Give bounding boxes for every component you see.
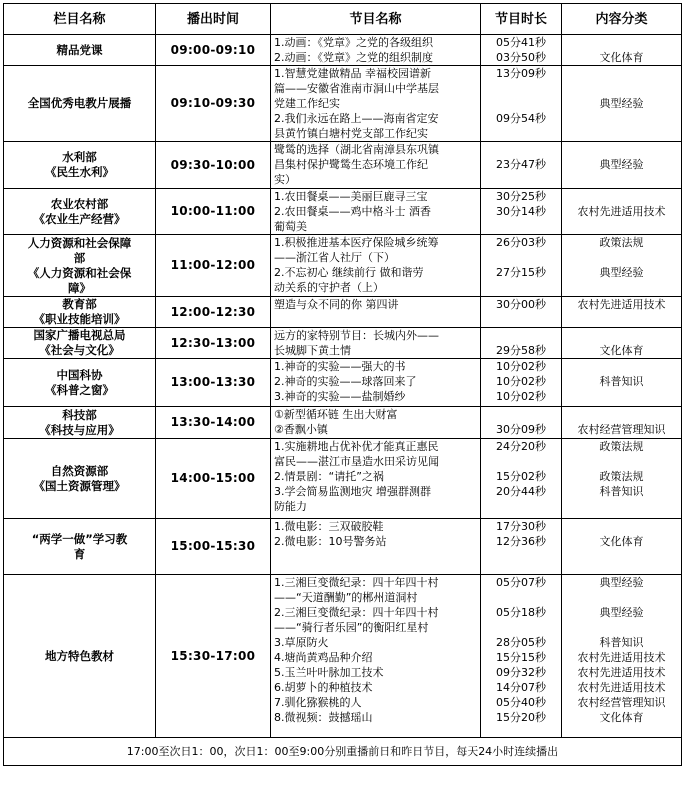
duration-cell	[481, 359, 562, 407]
duration-line: 28分05秒	[496, 636, 546, 649]
column-name: 《农业生产经营》	[33, 211, 126, 226]
program-cell	[271, 359, 481, 407]
category-line	[565, 499, 678, 514]
program-line: 2.情景剧：“请托”之祸	[274, 470, 384, 483]
program-line: ——浙江省人社厅（下）	[274, 251, 395, 264]
category-line	[565, 328, 678, 343]
category-cell	[562, 359, 682, 407]
category-line	[565, 172, 678, 187]
duration-line: 27分15秒	[496, 266, 546, 279]
air-time: 09:10-09:30	[156, 66, 271, 142]
header-program-name: 节目名称	[271, 4, 481, 35]
program-line: 1.实施耕地占优补优才能真正惠民	[274, 440, 439, 453]
program-cell	[271, 575, 481, 738]
air-time: 13:30-14:00	[156, 407, 271, 439]
category-line: 文化体育	[599, 711, 644, 724]
program-cell	[271, 235, 481, 297]
column-name-cell	[4, 142, 156, 189]
column-name: 全国优秀电教片展播	[27, 96, 132, 110]
duration-cell	[481, 407, 562, 439]
program-line: 党建工作纪实	[274, 97, 340, 110]
program-line: 5.玉兰叶叶脉加工技术	[274, 666, 384, 679]
category-line	[565, 81, 678, 96]
column-name-cell	[4, 35, 156, 66]
duration-line: 26分03秒	[496, 236, 546, 249]
program-line: 富民——湛江市垦造水田采访见闻	[274, 455, 439, 468]
category-line: 农村经营管理知识	[577, 423, 666, 436]
duration-cell	[481, 575, 562, 738]
category-line: 政策法规	[599, 440, 644, 453]
category-line: 文化体育	[599, 344, 644, 357]
column-name: 《科技与应用》	[39, 422, 120, 437]
duration-line	[484, 81, 558, 96]
column-name: 地方特色教材	[45, 648, 114, 663]
column-name-cell	[4, 359, 156, 407]
category-line	[565, 35, 678, 50]
category-line	[565, 66, 678, 81]
category-cell	[562, 297, 682, 328]
program-line: 1.动画：《党章》之党的各级组织	[274, 36, 433, 49]
duration-line: 15分20秒	[496, 711, 546, 724]
air-time: 15:30-17:00	[156, 575, 271, 738]
category-line: 政策法规	[599, 470, 644, 483]
duration-line: 10分02秒	[496, 390, 546, 403]
program-line: 实）	[274, 173, 296, 186]
duration-line	[484, 590, 558, 605]
program-line: 县黄竹镇白塘村党支部工作纪实	[274, 127, 428, 140]
table-row	[4, 519, 682, 575]
category-cell	[562, 142, 682, 189]
air-time: 12:30-13:00	[156, 328, 271, 359]
duration-line: 20分44秒	[496, 485, 546, 498]
program-cell	[271, 189, 481, 235]
program-line: 1.积极推进基本医疗保险城乡统筹	[274, 236, 439, 249]
category-line: 典型经验	[599, 606, 644, 619]
duration-cell	[481, 439, 562, 519]
duration-line: 05分41秒	[496, 36, 546, 49]
column-name: 《职业技能培训》	[33, 312, 126, 326]
table-row	[4, 66, 682, 142]
category-line	[565, 407, 678, 422]
column-name: 科技部	[62, 407, 97, 422]
program-line: 2.三湘巨变微纪录：四十年四十村	[274, 606, 439, 619]
program-line: 7.驯化猕猴桃的人	[274, 696, 362, 709]
duration-cell	[481, 235, 562, 297]
duration-line: 24分20秒	[496, 440, 546, 453]
program-line: 1.三湘巨变微纪录：四十年四十村	[274, 576, 439, 589]
air-time: 09:00-09:10	[156, 35, 271, 66]
table-row	[4, 359, 682, 407]
header-air-time: 播出时间	[156, 4, 271, 35]
column-name-cell	[4, 235, 156, 297]
column-name: 障》	[68, 280, 91, 295]
category-line: 文化体育	[599, 51, 644, 64]
duration-line: 10分02秒	[496, 375, 546, 388]
duration-line: 05分40秒	[496, 696, 546, 709]
duration-line	[484, 219, 558, 234]
program-cell	[271, 519, 481, 575]
duration-line: 09分54秒	[496, 112, 546, 125]
table-row	[4, 142, 682, 189]
duration-line	[484, 126, 558, 141]
column-name-cell	[4, 407, 156, 439]
program-line: 远方的家特别节目：长城内外——	[274, 329, 439, 342]
program-line: 塑造与众不同的你 第四讲	[274, 298, 399, 311]
category-cell	[562, 66, 682, 142]
category-line	[565, 389, 678, 404]
duration-line	[484, 172, 558, 187]
air-time: 11:00-12:00	[156, 235, 271, 297]
duration-line: 30分25秒	[496, 190, 546, 203]
duration-line: 15分15秒	[496, 651, 546, 664]
air-time: 10:00-11:00	[156, 189, 271, 235]
header-category: 内容分类	[562, 4, 682, 35]
table-row	[4, 439, 682, 519]
column-name: “两学一做”学习教	[31, 531, 128, 546]
duration-line	[484, 142, 558, 157]
duration-line	[484, 454, 558, 469]
duration-line	[484, 620, 558, 635]
program-line: 葡萄美	[274, 220, 307, 233]
program-cell	[271, 439, 481, 519]
category-line: 科普知识	[599, 485, 644, 498]
category-cell	[562, 35, 682, 66]
category-line: 典型经验	[599, 576, 644, 589]
duration-line: 14分07秒	[496, 681, 546, 694]
program-cell	[271, 35, 481, 66]
duration-line	[484, 280, 558, 295]
program-cell	[271, 328, 481, 359]
category-line	[565, 280, 678, 295]
category-line	[565, 250, 678, 265]
column-name: 《人力资源和社会保	[27, 265, 132, 280]
category-line: 典型经验	[599, 158, 644, 171]
table-row	[4, 575, 682, 738]
program-line: 2.微电影：10号警务站	[274, 535, 387, 548]
duration-line: 29分58秒	[496, 344, 546, 357]
program-line: 3.学会简易监测地灾 增强群测群	[274, 485, 431, 498]
category-line	[565, 111, 678, 126]
program-line: 8.微视频：鼓撼瑶山	[274, 711, 373, 724]
category-line: 科普知识	[599, 375, 644, 388]
category-line	[565, 219, 678, 234]
column-name: 中国科协	[56, 367, 103, 382]
air-time: 09:30-10:00	[156, 142, 271, 189]
column-name: 人力资源和社会保障	[27, 235, 132, 250]
category-cell	[562, 519, 682, 575]
column-name: 《国土资源管理》	[33, 478, 126, 493]
footer-note: 17:00至次日1：00，次日1：00至9:00分别重播前日和昨日节目，每天24小时连续播出	[4, 738, 682, 766]
duration-line	[484, 96, 558, 111]
duration-line: 03分50秒	[496, 51, 546, 64]
column-name: 《民生水利》	[45, 165, 114, 179]
duration-cell	[481, 189, 562, 235]
program-line: 3.神奇的实验——盐制婚纱	[274, 390, 406, 403]
duration-line: 30分00秒	[496, 298, 546, 311]
duration-line: 30分09秒	[496, 423, 546, 436]
category-line: 典型经验	[599, 97, 644, 110]
duration-line	[484, 328, 558, 343]
category-line	[565, 126, 678, 141]
table-row	[4, 297, 682, 328]
program-cell	[271, 407, 481, 439]
program-line: 2.动画：《党章》之党的组织制度	[274, 51, 433, 64]
duration-line: 13分09秒	[496, 67, 546, 80]
header-duration: 节目时长	[481, 4, 562, 35]
category-line: 文化体育	[599, 535, 644, 548]
category-line	[565, 454, 678, 469]
program-line: 2.我们永远在路上——海南省定安	[274, 112, 439, 125]
schedule-table	[3, 3, 682, 766]
duration-line: 17分30秒	[496, 520, 546, 533]
column-name: 部	[73, 250, 86, 265]
column-name: 自然资源部	[50, 463, 109, 478]
category-line	[565, 142, 678, 157]
category-line: 农村先进适用技术	[577, 681, 666, 694]
air-time: 12:00-12:30	[156, 297, 271, 328]
column-name: 水利部	[62, 150, 97, 164]
program-line: 1.神奇的实验——强大的书	[274, 360, 406, 373]
category-cell	[562, 235, 682, 297]
column-name: 教育部	[62, 297, 97, 311]
category-line	[565, 620, 678, 635]
program-line: 2.不忘初心 继续前行 做和谐劳	[274, 266, 424, 279]
column-name-cell	[4, 297, 156, 328]
category-line: 典型经验	[599, 266, 644, 279]
category-cell	[562, 439, 682, 519]
duration-line: 10分02秒	[496, 360, 546, 373]
category-cell	[562, 575, 682, 738]
duration-line: 15分02秒	[496, 470, 546, 483]
column-name-cell	[4, 189, 156, 235]
program-line: 1.农田餐桌——美丽巨鹿寻三宝	[274, 190, 428, 203]
column-name-cell	[4, 66, 156, 142]
column-name-cell	[4, 575, 156, 738]
program-line: 1.微电影：三双破胶鞋	[274, 520, 384, 533]
column-name: 育	[73, 546, 86, 561]
category-cell	[562, 328, 682, 359]
column-name-cell	[4, 439, 156, 519]
category-line	[565, 519, 678, 534]
duration-cell	[481, 297, 562, 328]
program-line: 防能力	[274, 500, 307, 513]
category-line: 科普知识	[599, 636, 644, 649]
duration-line	[484, 499, 558, 514]
program-line: ——“天道酬勤”的郴州道洞村	[274, 591, 418, 604]
category-line	[565, 189, 678, 204]
program-line: 3.草原防火	[274, 636, 329, 649]
column-name-cell	[4, 519, 156, 575]
category-line: 农村先进适用技术	[577, 651, 666, 664]
table-row	[4, 235, 682, 297]
program-line: 4.塘尚黄鸡品种介绍	[274, 651, 373, 664]
program-line: 动关系的守护者（上）	[274, 281, 384, 294]
program-cell	[271, 142, 481, 189]
header-column-name: 栏目名称	[4, 4, 156, 35]
air-time: 13:00-13:30	[156, 359, 271, 407]
table-row	[4, 407, 682, 439]
program-line: 鹭鸶的选择（湖北省南漳县东巩镇	[274, 143, 439, 156]
category-line	[565, 590, 678, 605]
column-name: 《科普之窗》	[45, 382, 114, 397]
duration-cell	[481, 328, 562, 359]
duration-line	[484, 407, 558, 422]
duration-line: 30分14秒	[496, 205, 546, 218]
duration-line: 05分07秒	[496, 576, 546, 589]
program-cell	[271, 66, 481, 142]
category-line	[565, 359, 678, 374]
program-line: 1.智慧党建做精品 幸福校园谱新	[274, 67, 431, 80]
duration-cell	[481, 66, 562, 142]
category-line: 农村先进适用技术	[577, 205, 666, 218]
category-line: 政策法规	[599, 236, 644, 249]
table-row	[4, 189, 682, 235]
table-row	[4, 328, 682, 359]
program-line: 2.神奇的实验——球落回来了	[274, 375, 417, 388]
duration-cell	[481, 142, 562, 189]
column-name: 农业农村部	[50, 196, 109, 211]
duration-line	[484, 250, 558, 265]
duration-line: 09分32秒	[496, 666, 546, 679]
program-line: 篇——安徽省淮南市洞山中学基层	[274, 82, 439, 95]
program-line: 长城脚下黄土情	[274, 344, 351, 357]
category-line: 农村先进适用技术	[577, 666, 666, 679]
duration-line: 23分47秒	[496, 158, 546, 171]
table-row	[4, 35, 682, 66]
program-cell	[271, 297, 481, 328]
duration-cell	[481, 35, 562, 66]
column-name: 国家广播电视总局	[33, 328, 126, 342]
program-line: ——“骑行者乐园”的衡阳红星村	[274, 621, 429, 634]
header-row	[4, 4, 682, 35]
category-cell	[562, 189, 682, 235]
category-cell	[562, 407, 682, 439]
air-time: 14:00-15:00	[156, 439, 271, 519]
program-line: 昌集村保护鹭鸶生态环境工作纪	[274, 158, 428, 171]
column-name: 《社会与文化》	[39, 343, 120, 357]
program-line: ①新型循环链 生出大财富	[274, 408, 398, 421]
category-line: 农村经营管理知识	[577, 696, 666, 709]
category-line: 农村先进适用技术	[577, 298, 666, 311]
duration-line: 05分18秒	[496, 606, 546, 619]
air-time: 15:00-15:30	[156, 519, 271, 575]
program-line: ②香飘小镇	[274, 423, 328, 436]
footer-row	[4, 738, 682, 766]
column-name: 精品党课	[56, 42, 103, 57]
column-name-cell	[4, 328, 156, 359]
duration-line: 12分36秒	[496, 535, 546, 548]
program-line: 2.农田餐桌——鸡中格斗士 酒香	[274, 205, 431, 218]
duration-cell	[481, 519, 562, 575]
program-line: 6.胡萝卜的种植技术	[274, 681, 373, 694]
